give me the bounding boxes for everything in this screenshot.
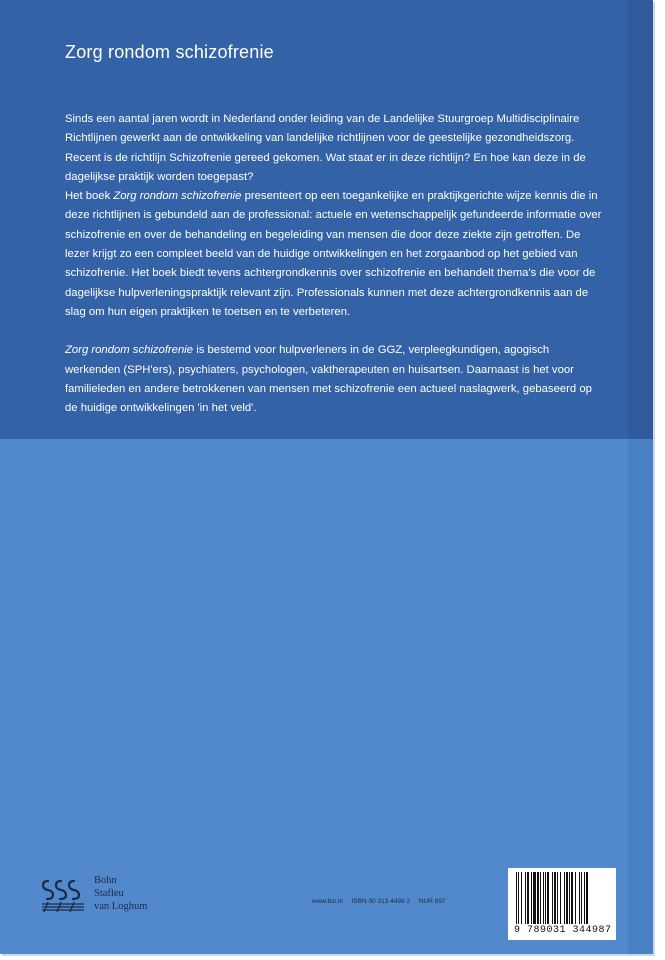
- isbn-barcode: [508, 868, 616, 940]
- publisher-name: [94, 874, 147, 913]
- blurb-text: [65, 110, 605, 418]
- paragraph-2-lead: Het boek: [65, 190, 114, 203]
- spine-edge-top: [628, 0, 653, 439]
- website-url: www.bsl.nl: [312, 898, 343, 905]
- book-title: Zorg rondom schizofrenie: [65, 42, 274, 62]
- isbn-text: ISBN 90 313 4498 2: [351, 898, 411, 905]
- bohn-stafleu-van-loghum-logo-icon: [40, 873, 86, 913]
- blurb-paragraph-3: [65, 341, 605, 418]
- paragraph-2-rest: presenteert op een toegankelijke en praktijkgerichte wijze kennis die in deze richtlijnen is gebundeld aan de professional: actuele en wetenschappelijk gefundeerde informatie over schizofrenie en over de behandeling en begeleiding van mensen die door deze ziekte zijn getroffen. De lezer krijgt zo een compleet beeld van de huidige ontwikkelingen en het zorgaanbod op het gebied van schizofrenie. Het boek biedt tevens achtergrondkennis over schizofrenie en behandelt thema's die voor de dagelijkse hulpverleningspraktijk relevant zijn. Professionals kunnen met deze achtergrondkennis aan de slag om hun eigen praktijken te toetsen en te verbeteren.: [65, 190, 602, 318]
- barcode-number: 9 789031 344987: [514, 925, 612, 936]
- publisher-name-line-1: Bohn: [94, 874, 117, 886]
- barcode-bars-icon: [514, 872, 610, 924]
- publisher-name-line-2: Stafleu: [94, 887, 124, 899]
- nur-code: NUR 897: [418, 898, 446, 905]
- publisher-name-line-3: van Loghum: [94, 900, 148, 912]
- publisher-block: [40, 868, 147, 918]
- paragraph-2-title: Zorg rondom schizofrenie: [113, 190, 242, 203]
- book-meta: [312, 898, 453, 905]
- blurb-paragraph-2: [65, 187, 605, 322]
- paragraph-3-title: Zorg rondom schizofrenie: [65, 344, 194, 357]
- blurb-paragraph-1: Sinds een aantal jaren wordt in Nederland onder leiding van de Landelijke Stuurgroep Multidisciplinaire Richtlijnen gewerkt aan de ontwikkeling van landelijke richtlijnen voor de geestelijke gezondheidszorg. Recent is de richtlijn Schizofrenie gereed gekomen. Wat staat er in deze richtlijn? En hoe kan deze in de dagelijkse praktijk worden toegepast?: [65, 113, 586, 183]
- paragraph-3-rest: is bestemd voor hulpverleners in de GGZ, verpleegkundigen, agogisch werkenden (SPH'ers), psychiaters, psychologen, vaktherapeuten en huisartsen. Daarnaast is het voor familieleden en andere betrokkenen van mensen met schizofrenie een actueel naslagwerk, gebaseerd op de huidige ontwikkelingen 'in het veld'.: [65, 344, 592, 415]
